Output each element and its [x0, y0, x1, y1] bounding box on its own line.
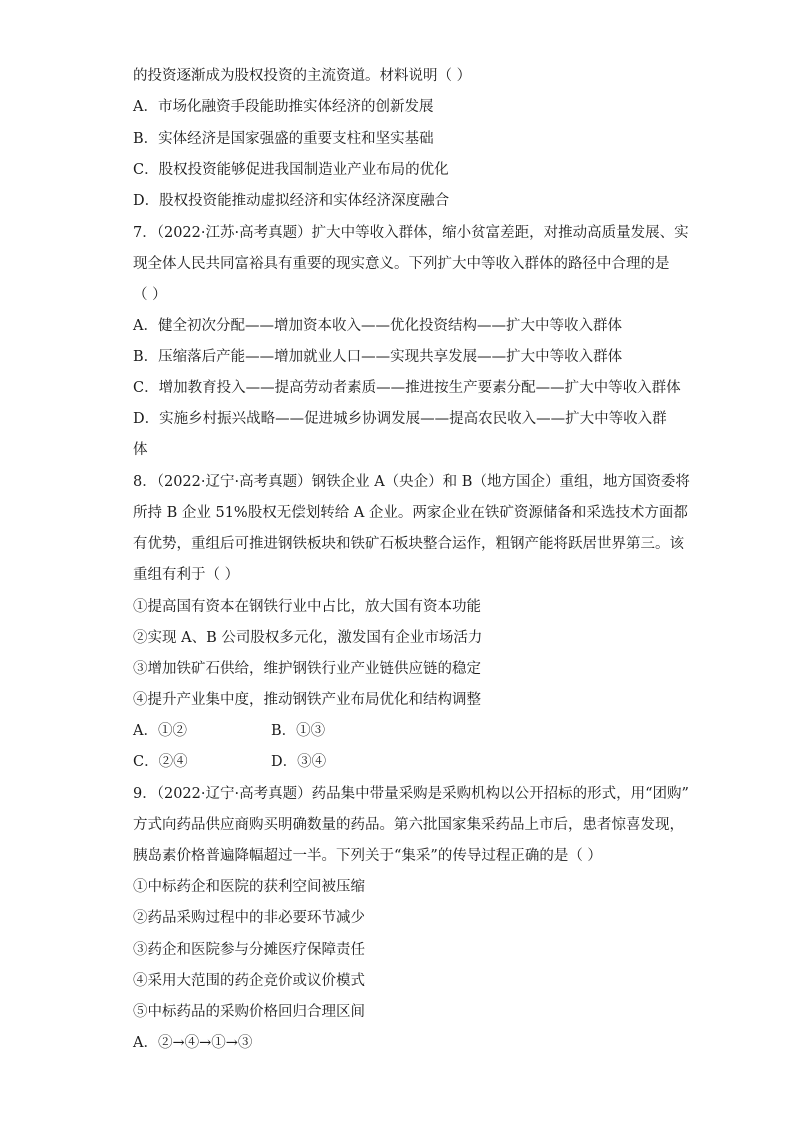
q9-stem-line-2: 方式向药品供应商购买明确数量的药品。第六批国家集采药品上市后，患者惊喜发现，: [133, 817, 684, 833]
q6-stem-tail: 的投资逐渐成为股权投资的主流资道。材料说明（ ）: [133, 68, 472, 84]
q7-option-a: A．健全初次分配——增加资本收入——优化投资结构——扩大中等收入群体: [133, 318, 622, 334]
q8-item-3: ③增加铁矿石供给，维护钢铁行业产业链供应链的稳定: [133, 661, 481, 677]
q9-item-2: ②药品采购过程中的非必要环节减少: [133, 910, 365, 926]
q7-option-b: B．压缩落后产能——增加就业人口——实现共享发展——扩大中等收入群体: [133, 349, 623, 365]
q7-option-d-wrap: 体: [133, 442, 148, 458]
q9-item-4: ④采用大范围的药企竞价或议价模式: [133, 973, 365, 989]
q9-stem-line-3: 胰岛素价格普遍降幅超过一半。下列关于“集采”的传导过程正确的是（ ）: [133, 848, 602, 864]
q9-item-1: ①中标药企和医院的获利空间被压缩: [133, 879, 365, 895]
q7-stem-line-1: 7．（2022·江苏·高考真题）扩大中等收入群体，缩小贫富差距，对推动高质量发展、实: [133, 225, 689, 241]
q8-item-2: ②实现 A、B 公司股权多元化，激发国有企业市场活力: [133, 630, 483, 646]
q8-choice-d: D．③④: [271, 754, 327, 770]
q6-option-d: D．股权投资能推动虚拟经济和实体经济深度融合: [133, 193, 450, 209]
q6-option-a: A．市场化融资手段能助推实体经济的创新发展: [133, 99, 434, 115]
q6-option-b: B．实体经济是国家强盛的重要支柱和坚实基础: [133, 131, 434, 147]
q8-choice-c: C．②④: [133, 754, 188, 770]
q9-item-5: ⑤中标药品的采购价格回归合理区间: [133, 1004, 365, 1020]
q8-choice-a: A．①②: [133, 723, 187, 739]
q6-option-c: C．股权投资能够促进我国制造业产业布局的优化: [133, 162, 449, 178]
q8-item-1: ①提高国有资本在钢铁行业中占比，放大国有资本功能: [133, 599, 481, 615]
q7-stem-line-3: （ ）: [133, 287, 167, 303]
q8-stem-line-3: 有优势，重组后可推进钢铁板块和铁矿石板块整合运作，粗钢产能将跃居世界第三。该: [133, 536, 684, 552]
q8-choice-b: B．①③: [271, 723, 326, 739]
q7-option-c: C．增加教育投入——提高劳动者素质——推进按生产要素分配——扩大中等收入群体: [133, 380, 681, 396]
q9-stem-line-1: 9．（2022·辽宁·高考真题）药品集中带量采购是采购机构以公开招标的形式，用“团购”: [133, 786, 689, 802]
q9-choice-a: A．②→④→①→③: [133, 1035, 253, 1051]
q8-item-4: ④提升产业集中度，推动钢铁产业布局优化和结构调整: [133, 692, 481, 708]
q8-stem-line-1: 8．（2022·辽宁·高考真题）钢铁企业 A（央企）和 B（地方国企）重组，地方国资委将: [133, 474, 690, 490]
q7-option-d: D．实施乡村振兴战略——促进城乡协调发展——提高农民收入——扩大中等收入群: [133, 411, 667, 427]
q9-item-3: ③药企和医院参与分摊医疗保障责任: [133, 942, 365, 958]
q7-stem-line-2: 现全体人民共同富裕具有重要的现实意义。下列扩大中等收入群体的路径中合理的是: [133, 256, 670, 272]
q8-stem-line-2: 所持 B 企业 51%股权无偿划转给 A 企业。两家企业在铁矿资源储备和采选技术方面都: [133, 505, 688, 521]
q8-stem-line-4: 重组有利于（ ）: [133, 567, 240, 583]
